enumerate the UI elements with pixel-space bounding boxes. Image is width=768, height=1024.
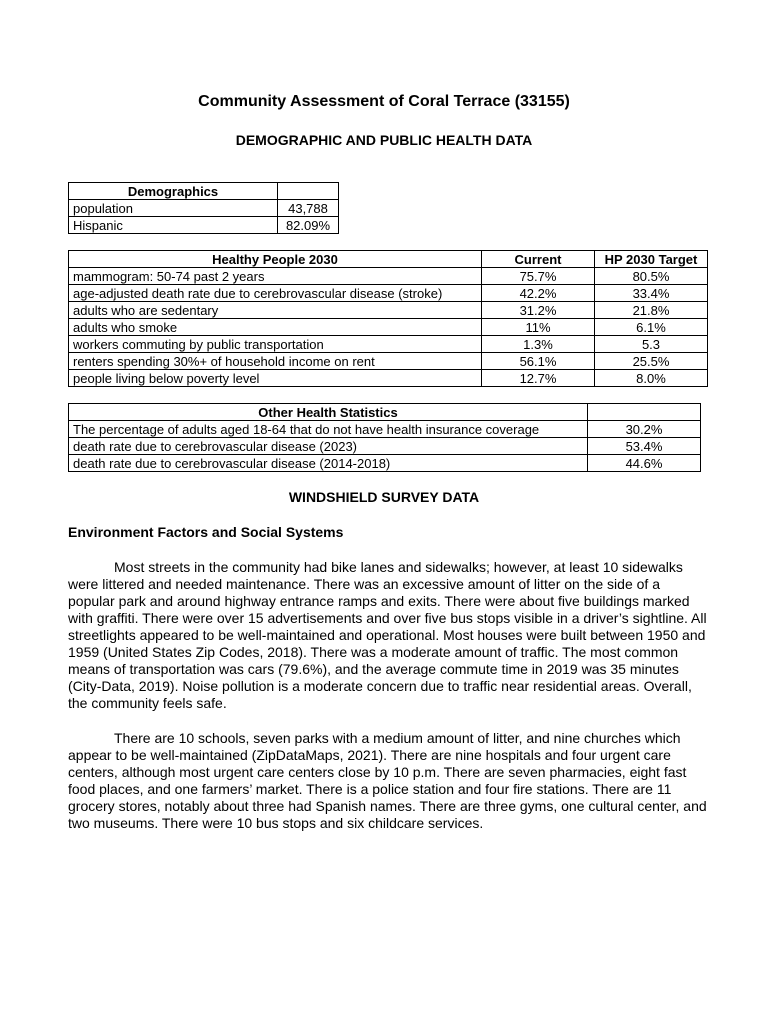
healthy-people-table bbox=[68, 250, 708, 387]
table-row bbox=[69, 302, 708, 319]
table-row bbox=[69, 438, 701, 455]
hp-target: 25.5% bbox=[595, 353, 708, 370]
hp-metric: adults who smoke bbox=[69, 319, 482, 336]
other-health-statistics-table bbox=[68, 403, 701, 472]
table-row bbox=[69, 268, 708, 285]
hp-current: 75.7% bbox=[482, 268, 595, 285]
hp-metric: people living below poverty level bbox=[69, 370, 482, 387]
page-subtitle: DEMOGRAPHIC AND PUBLIC HEALTH DATA bbox=[235, 132, 533, 148]
other-stats-label: death rate due to cerebrovascular disease (2023) bbox=[69, 438, 588, 455]
other-stats-header: Other Health Statistics bbox=[69, 404, 588, 421]
hp-current: 56.1% bbox=[482, 353, 595, 370]
hp-metric: adults who are sedentary bbox=[69, 302, 482, 319]
hp-current: 1.3% bbox=[482, 336, 595, 353]
hp-target: 6.1% bbox=[595, 319, 708, 336]
table-row bbox=[69, 421, 701, 438]
table-header-row bbox=[69, 251, 708, 268]
demographics-header: Demographics bbox=[69, 183, 278, 200]
hp-header-metric: Healthy People 2030 bbox=[69, 251, 482, 268]
hp-target: 21.8% bbox=[595, 302, 708, 319]
other-stats-label: The percentage of adults aged 18-64 that do not have health insurance coverage bbox=[69, 421, 588, 438]
hp-header-target: HP 2030 Target bbox=[595, 251, 708, 268]
other-stats-value: 30.2% bbox=[588, 421, 701, 438]
windshield-survey-heading: WINDSHIELD SURVEY DATA bbox=[288, 489, 480, 505]
hp-target: 5.3 bbox=[595, 336, 708, 353]
hp-target: 80.5% bbox=[595, 268, 708, 285]
page-title: Community Assessment of Coral Terrace (33155) bbox=[198, 93, 570, 110]
other-stats-value: 44.6% bbox=[588, 455, 701, 472]
hp-metric: mammogram: 50-74 past 2 years bbox=[69, 268, 482, 285]
hp-metric: workers commuting by public transportation bbox=[69, 336, 482, 353]
other-stats-header-value bbox=[588, 404, 701, 421]
demographics-value: 82.09% bbox=[278, 217, 339, 234]
environment-heading: Environment Factors and Social Systems bbox=[68, 524, 344, 540]
table-row bbox=[69, 336, 708, 353]
table-row bbox=[69, 455, 701, 472]
demographics-label: Hispanic bbox=[69, 217, 278, 234]
table-row bbox=[69, 319, 708, 336]
demographics-value: 43,788 bbox=[278, 200, 339, 217]
body-paragraph: Most streets in the community had bike lanes and sidewalks; however, at least 10 sidewalks were littered and needed maintenance. There was an excessive amount of litter on the side of a popular park and around highway entrance ramps and exits. There were about five buildings marked with graffiti. There were over 15 advertisements and over five bus stops visible in a driver’s sightline. All streetlights appeared to be well-maintained and operational. Most houses were built between 1950 and 1959 (United States Zip Codes, 2018). There was a moderate amount of traffic. The most common means of transportation was cars (79.6%), and the average commute time in 2019 was 35 minutes (City-Data, 2019). Noise pollution is a moderate concern due to traffic near residential areas. Overall, the community feels safe. bbox=[68, 559, 707, 711]
demographics-table bbox=[68, 182, 339, 234]
hp-target: 33.4% bbox=[595, 285, 708, 302]
demographics-label: population bbox=[69, 200, 278, 217]
other-stats-value: 53.4% bbox=[588, 438, 701, 455]
hp-current: 12.7% bbox=[482, 370, 595, 387]
table-row bbox=[69, 353, 708, 370]
hp-current: 42.2% bbox=[482, 285, 595, 302]
table-row bbox=[69, 285, 708, 302]
hp-metric: renters spending 30%+ of household income on rent bbox=[69, 353, 482, 370]
hp-target: 8.0% bbox=[595, 370, 708, 387]
hp-current: 11% bbox=[482, 319, 595, 336]
demographics-header-value bbox=[278, 183, 339, 200]
table-row bbox=[69, 200, 339, 217]
hp-metric: age-adjusted death rate due to cerebrovascular disease (stroke) bbox=[69, 285, 482, 302]
body-paragraph: There are 10 schools, seven parks with a medium amount of litter, and nine churches which appear to be well-maintained (ZipDataMaps, 2021). There are nine hospitals and four urgent care centers, although most urgent care centers close by 10 p.m. There are seven pharmacies, eight fast food places, and one farmers’ market. There is a police station and four fire stations. There are 11 grocery stores, notably about three had Spanish names. There are three gyms, one cultural center, and two museums. There were 10 bus stops and six childcare services. bbox=[68, 730, 707, 831]
other-stats-label: death rate due to cerebrovascular disease (2014-2018) bbox=[69, 455, 588, 472]
table-row bbox=[69, 370, 708, 387]
table-row bbox=[69, 217, 339, 234]
hp-current: 31.2% bbox=[482, 302, 595, 319]
table-header-row bbox=[69, 404, 701, 421]
hp-header-current: Current bbox=[482, 251, 595, 268]
table-header-row bbox=[69, 183, 339, 200]
